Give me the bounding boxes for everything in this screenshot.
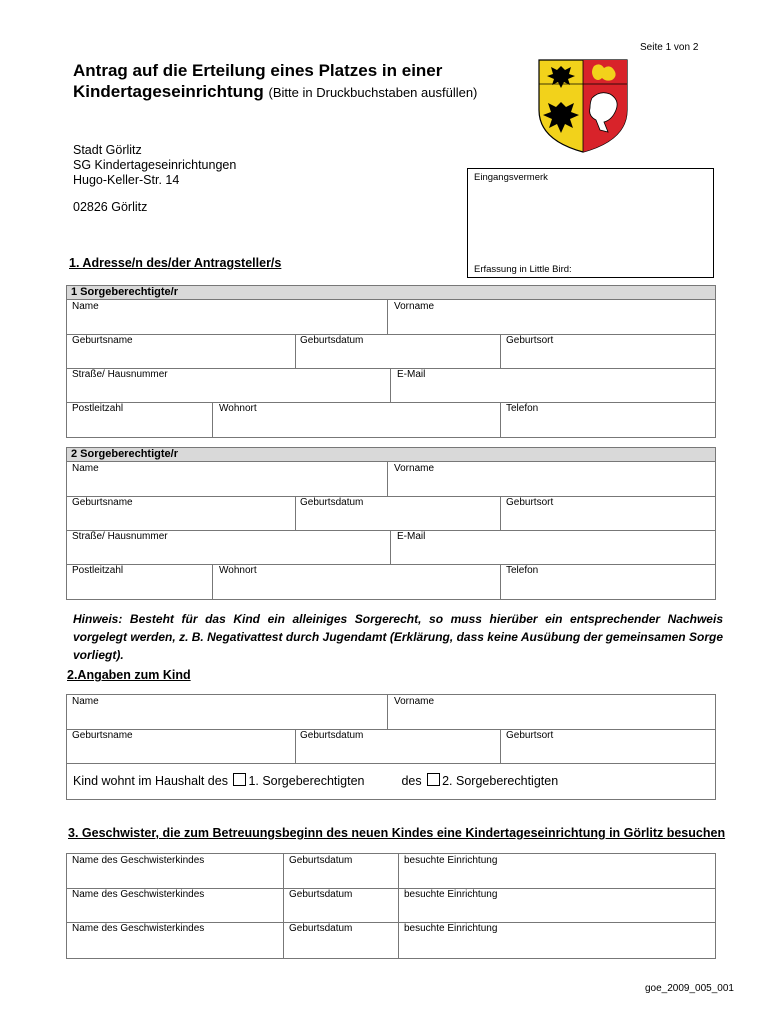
g1-plz-field[interactable]: Postleitzahl: [72, 403, 124, 414]
household-label: Kind wohnt im Haushalt des: [73, 774, 228, 788]
siblings-block: [66, 853, 716, 959]
g2-vorname-field[interactable]: Vorname: [394, 463, 435, 474]
sibling-3-einrichtung-field[interactable]: besuchte Einrichtung: [404, 923, 498, 934]
title-subtitle: (Bitte in Druckbuchstaben ausfüllen): [268, 85, 478, 100]
g1-geburtsname-field[interactable]: Geburtsname: [72, 335, 133, 346]
title-line-2: Kindertageseinrichtung: [73, 82, 264, 101]
sibling-1-name-field[interactable]: Name des Geschwisterkindes: [72, 855, 205, 866]
stamp-label: Eingangsvermerk: [474, 172, 548, 183]
g1-email-field[interactable]: E-Mail: [397, 369, 426, 380]
title-line-1: Antrag auf die Erteilung eines Platzes in einer: [73, 61, 443, 80]
hinweis-note: Hinweis: Besteht für das Kind ein alleiniges Sorgerecht, so muss hierüber ein entsprechender Nachweis vorgelegt werden, z. B. Negativattest durch Jugendamt (Erklärung, dass keine Ausübung der gemeinsamen Sorge vorliegt).: [73, 612, 723, 662]
address-line-1: Stadt Görlitz: [73, 143, 142, 157]
child-geburtsname-field[interactable]: Geburtsname: [72, 730, 133, 741]
g2-name-field[interactable]: Name: [72, 463, 99, 474]
household-row: [73, 773, 558, 788]
g1-geburtsdatum-field[interactable]: Geburtsdatum: [300, 335, 364, 346]
sibling-1-datum-field[interactable]: Geburtsdatum: [289, 855, 353, 866]
g1-wohnort-field[interactable]: Wohnort: [219, 403, 257, 414]
checkbox-guardian-1[interactable]: [233, 773, 246, 786]
sibling-2-name-field[interactable]: Name des Geschwisterkindes: [72, 889, 205, 900]
g2-geburtsname-field[interactable]: Geburtsname: [72, 497, 133, 508]
recipient-address: [73, 143, 236, 188]
g2-wohnort-field[interactable]: Wohnort: [219, 565, 257, 576]
option-guardian-1-label: 1. Sorgeberechtigten: [248, 774, 365, 788]
guardian-1-block: [66, 285, 716, 438]
guardian-2-title: 2 Sorgeberechtigte/r: [67, 448, 715, 462]
g1-geburtsort-field[interactable]: Geburtsort: [506, 335, 554, 346]
g2-geburtsort-field[interactable]: Geburtsort: [506, 497, 554, 508]
g1-name-field[interactable]: Name: [72, 301, 99, 312]
sibling-3-name-field[interactable]: Name des Geschwisterkindes: [72, 923, 205, 934]
child-block: [66, 694, 716, 800]
section-3-heading: 3. Geschwister, die zum Betreuungsbeginn des neuen Kindes eine Kindertageseinrichtung in Görlitz besuchen: [68, 826, 726, 840]
child-name-field[interactable]: Name: [72, 696, 99, 707]
address-line-2: SG Kindertageseinrichtungen: [73, 158, 237, 172]
g2-telefon-field[interactable]: Telefon: [506, 565, 539, 576]
sibling-3-datum-field[interactable]: Geburtsdatum: [289, 923, 353, 934]
address-line-3: Hugo-Keller-Str. 14: [73, 173, 180, 187]
g1-strasse-field[interactable]: Straße/ Hausnummer: [72, 369, 168, 380]
sibling-2-einrichtung-field[interactable]: besuchte Einrichtung: [404, 889, 498, 900]
child-geburtsdatum-field[interactable]: Geburtsdatum: [300, 730, 364, 741]
footer-code: goe_2009_005_001: [645, 983, 734, 994]
g1-telefon-field[interactable]: Telefon: [506, 403, 539, 414]
page-number: Seite 1 von 2: [640, 42, 699, 53]
g2-email-field[interactable]: E-Mail: [397, 531, 426, 542]
sibling-1-einrichtung-field[interactable]: besuchte Einrichtung: [404, 855, 498, 866]
g2-strasse-field[interactable]: Straße/ Hausnummer: [72, 531, 168, 542]
option-guardian-2-label: 2. Sorgeberechtigten: [442, 774, 559, 788]
g2-geburtsdatum-field[interactable]: Geburtsdatum: [300, 497, 364, 508]
little-bird-label: Erfassung in Little Bird:: [474, 264, 572, 275]
des-label: des: [401, 774, 422, 788]
address-city: 02826 Görlitz: [73, 200, 148, 214]
receipt-stamp-box: [467, 168, 714, 278]
g1-vorname-field[interactable]: Vorname: [394, 301, 435, 312]
child-vorname-field[interactable]: Vorname: [394, 696, 435, 707]
g2-plz-field[interactable]: Postleitzahl: [72, 565, 124, 576]
guardian-1-title: 1 Sorgeberechtigte/r: [67, 286, 715, 300]
sibling-2-datum-field[interactable]: Geburtsdatum: [289, 889, 353, 900]
guardian-2-block: [66, 447, 716, 600]
coat-of-arms-icon: [536, 58, 630, 154]
checkbox-guardian-2[interactable]: [427, 773, 440, 786]
form-title: [73, 60, 477, 103]
section-1-heading: 1. Adresse/n des/der Antragsteller/s: [69, 256, 282, 270]
section-2-heading: 2.Angaben zum Kind: [67, 668, 191, 682]
child-geburtsort-field[interactable]: Geburtsort: [506, 730, 554, 741]
